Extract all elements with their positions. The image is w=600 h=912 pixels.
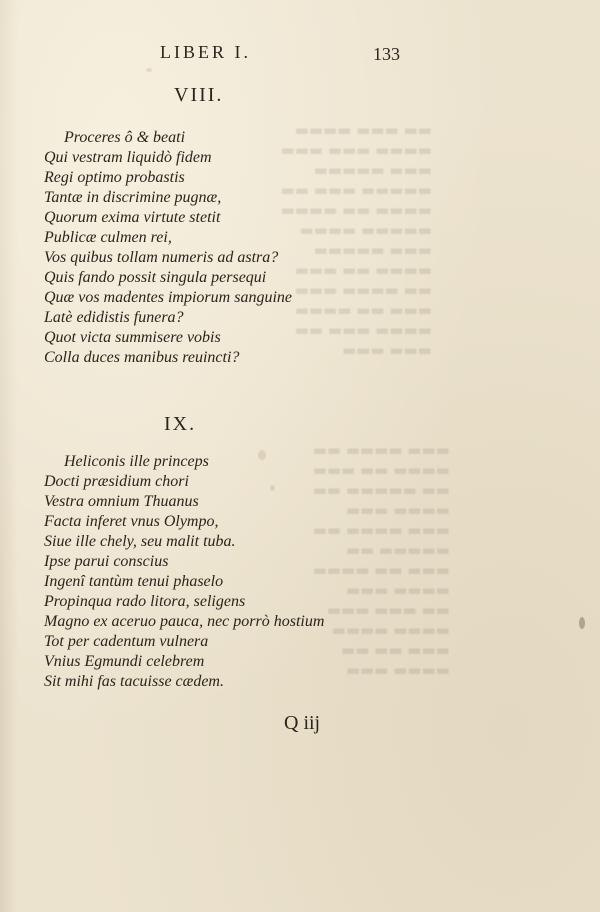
show-through-texture: ▬▬▬ ▬▬▬▬ ▬▬ ▬▬▬▬ ▬▬ ▬▬▬ ▬▬ ▬▬▬▬▬ ▬▬ ▬▬▬▬ ▬▬▬ ▬▬▬ ▬▬▬▬ ▬▬ ▬▬▬▬▬ ▬▬ ▬▬▬ ▬▬ ▬▬▬▬ ▬▬▬▬ ▬▬▬ ▬▬ ▬▬▬ ▬▬▬ ▬▬▬▬ ▬▬▬▬ ▬▬▬ ▬▬ ▬▬ ▬▬▬▬ ▬▬▬ xyxy=(312,441,450,679)
verse-line: Quæ vos madentes impiorum sanguine xyxy=(44,289,292,306)
verse-line: Qui vestram liquidò fidem xyxy=(44,149,212,166)
verse-line: Tot per cadentum vulnera xyxy=(44,633,209,650)
verse-line: Quis fando possit singula persequi xyxy=(44,269,267,286)
poem-verse xyxy=(44,128,374,368)
verse-line: Quorum exima virtute stetit xyxy=(44,209,221,226)
verse-line: Quot victa summisere vobis xyxy=(44,329,221,346)
verse-line: Heliconis ille princeps xyxy=(64,453,209,470)
paper-stain xyxy=(579,617,585,629)
show-through-texture: ▬▬ ▬▬▬ ▬▬▬▬ ▬▬▬▬ ▬▬▬ ▬▬▬ ▬▬▬ ▬▬▬▬▬ ▬▬▬▬▬ ▬▬▬ ▬▬ ▬▬▬▬ ▬▬ ▬▬▬▬ ▬▬▬▬▬ ▬▬▬▬ ▬▬▬ ▬▬▬▬▬ ▬▬▬▬ ▬▬ ▬▬▬ ▬▬ ▬▬▬▬ ▬▬▬ ▬▬▬ ▬▬ ▬▬▬▬ ▬▬▬▬ ▬▬▬ ▬▬ ▬▬▬ ▬▬▬ xyxy=(280,121,432,359)
verse-line: Magno ex aceruo pauca, nec porrò hostium xyxy=(44,613,325,630)
verse-line: Ingenî tantùm tenui phaselo xyxy=(44,573,224,590)
verse-line: Vestra omnium Thuanus xyxy=(44,493,199,510)
verse-line: Colla duces manibus reuincti? xyxy=(44,349,240,366)
poem-number: IX. xyxy=(164,413,197,435)
page-number: 133 xyxy=(373,44,400,64)
poem-number: VIII. xyxy=(174,84,224,106)
verse-line: Propinqua rado litora, seligens xyxy=(44,593,246,610)
verse-line: Proceres ô & beati xyxy=(64,129,186,146)
verse-line: Latè edidistis funera? xyxy=(44,309,184,326)
verse-line: Facta inferet vnus Olympo, xyxy=(44,513,219,530)
verse-line: Sit mihi fas tacuisse cædem. xyxy=(44,673,224,690)
signature-mark: Q iij xyxy=(284,712,321,734)
poem-verse xyxy=(44,452,374,692)
verse-line: Ipse parui conscius xyxy=(44,553,169,570)
page-header xyxy=(0,40,600,64)
verse-line: Publicæ culmen rei, xyxy=(44,229,172,246)
verse-line: Tantæ in discrimine pugnæ, xyxy=(44,189,222,206)
running-head: LIBER I. xyxy=(160,42,251,62)
verse-line: Vnius Egmundi celebrem xyxy=(44,653,205,670)
verse-line: Vos quibus tollam numeris ad astra? xyxy=(44,249,279,266)
verse-line: Docti præsidium chori xyxy=(44,473,189,490)
verse-line: Siue ille chely, seu malit tuba. xyxy=(44,533,236,550)
verse-line: Regi optimo probastis xyxy=(44,169,185,186)
paper-stain xyxy=(146,68,152,72)
